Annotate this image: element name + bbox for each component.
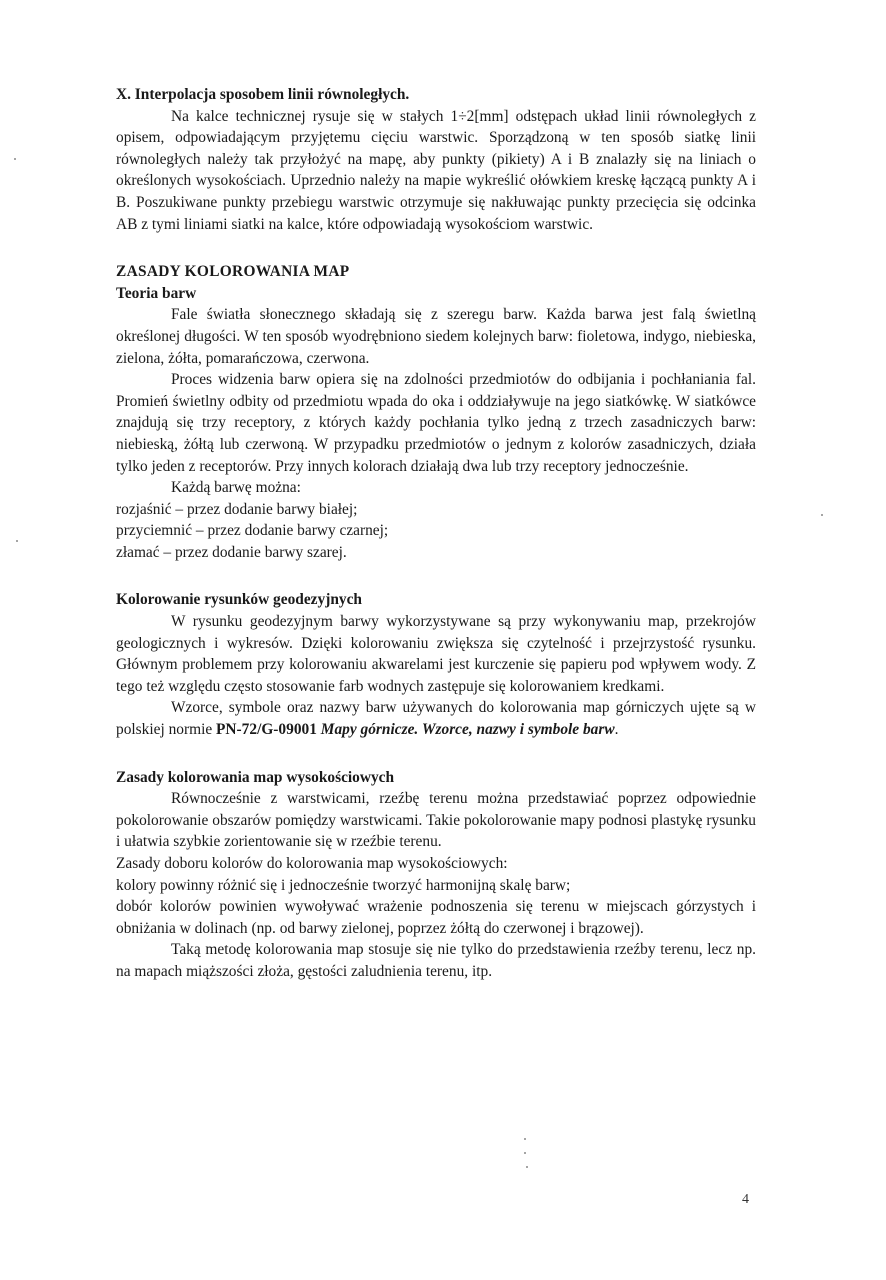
- norm-title: Mapy górnicze. Wzorce, nazwy i symbole barw: [320, 721, 615, 739]
- page-number: 4: [742, 1192, 749, 1207]
- paragraph-geodetic-colouring: W rysunku geodezyjnym barwy wykorzystywane są przy wykonywaniu map, przekrojów geologicznych i wykresów. Dzięki kolorowaniu zwiększa się czytelność i przejrzystość rysunku. Głównym problemem przy kolorowaniu akwarelami jest kurczenie się papieru pod wpływem wody. Z tego też względu często stosowanie farb wodnych zastępuje się kolorowaniem kredkami.: [116, 613, 756, 695]
- rule-harmonious-scale: kolory powinny różnić się i jednocześnie tworzyć harmonijną skalę barw;: [116, 876, 571, 894]
- section-heading-height-maps: Zasady kolorowania map wysokościowych: [116, 768, 395, 786]
- section-heading-interpolation: X. Interpolacja sposobem linii równoległych.: [116, 86, 410, 103]
- document-page: [116, 84, 756, 983]
- scan-speck: [524, 1138, 526, 1140]
- paragraph-interpolation: Na kalce technicznej rysuje się w stałych 1÷2[mm] odstępach układ linii równoległych z opisem, odpowiadającym przyjętemu cięciu warstwic. Sporządzoną w ten sposób siatkę linii równoległych należy tak przyłożyć na mapę, aby punkty (pikiety) A i B znalazły się na liniach o określonych wysokościach. Uprzednio należy na mapie wykreślić ołówkiem kreskę łączącą punkty A i B. Poszukiwane punkty przebiegu warstwic otrzymuje się nakłuwając punkty przecięcia się odcinka AB z tymi liniami siatki na kalce, które odpowiadają wysokościom warstwic.: [116, 107, 756, 233]
- chapter-heading-colouring: ZASADY KOLOROWANIA MAP: [116, 263, 350, 281]
- norm-intro-text: Wzorce, symbole oraz nazwy barw używanych do kolorowania map górniczych ujęte są w polskiej normie: [116, 699, 756, 739]
- rule-terrain-impression: dobór kolorów powinien wywoływać wrażenie podnoszenia się terenu w miejscach górzystych i obniżania w dolinach (np. od barwy zielonej, poprzez żółtą do czerwonej i brązowej).: [116, 898, 756, 937]
- scan-speck: [14, 158, 16, 160]
- paragraph-colour-vision: Proces widzenia barw opiera się na zdolności przedmiotów do odbijania i pochłaniania fal. Promień świetlny odbity od przedmiotu wpada do oka i oddziaływuje na jego siatkówkę. W siatkówce znajdują się trzy receptory, z których każdy pochłania tylko jedną z trzech zasadniczych barw: niebieską, żółtą lub czerwoną. W przypadku przedmiotów o jednym z kolorów zasadniczych, działa tylko jeden z receptorów. Przy innych kolorach działają dwa lub trzy receptory jednocześnie.: [116, 371, 756, 475]
- paragraph-light-waves: Fale światła słonecznego składają się z szeregu barw. Każda barwa jest falą świetlną określonej długości. W ten sposób wyodrębniono siedem kolejnych barw: fioletowa, indygo, niebieska, zielona, żółta, pomarańczowa, czerwona.: [116, 306, 756, 367]
- list-item-break: złamać – przez dodanie barwy szarej.: [116, 543, 347, 561]
- paragraph-norm-reference: [116, 697, 756, 740]
- section-height-maps: [116, 767, 756, 983]
- scan-speck: [821, 514, 823, 516]
- scan-speck: [526, 1166, 528, 1168]
- section-heading-geodetic: Kolorowanie rysunków geodezyjnych: [116, 591, 362, 609]
- section-interpolation: [116, 84, 756, 235]
- paragraph-relief-colouring: Równocześnie z warstwicami, rzeźbę terenu można przedstawiać poprzez odpowiednie pokolorowanie obszarów pomiędzy warstwicami. Takie pokolorowanie mapy podnosi plastykę rysunku i ułatwia szybkie zorientowanie się w rzeźbie terenu.: [116, 790, 756, 851]
- paragraph-method-usage: Taką metodę kolorowania map stosuje się nie tylko do przedstawienia rzeźby terenu, lecz np. na mapach miąższości złoża, gęstości zaludnienia terenu, itp.: [116, 941, 756, 980]
- paragraph-colour-rules-intro: Zasady doboru kolorów do kolorowania map wysokościowych:: [116, 855, 508, 872]
- norm-code: PN-72/G-09001: [216, 721, 317, 739]
- scan-speck: [16, 540, 18, 542]
- scan-speck: [524, 1152, 526, 1154]
- norm-end: .: [614, 721, 619, 739]
- list-item-lighten: rozjaśnić – przez dodanie barwy białej;: [116, 500, 358, 518]
- section-geodetic-drawings: [116, 589, 756, 740]
- section-colouring-rules: [116, 261, 756, 563]
- paragraph-colour-modify-intro: Każdą barwę można:: [171, 479, 301, 497]
- list-item-darken: przyciemnić – przez dodanie barwy czarnej;: [116, 522, 389, 540]
- subheading-colour-theory: Teoria barw: [116, 284, 197, 302]
